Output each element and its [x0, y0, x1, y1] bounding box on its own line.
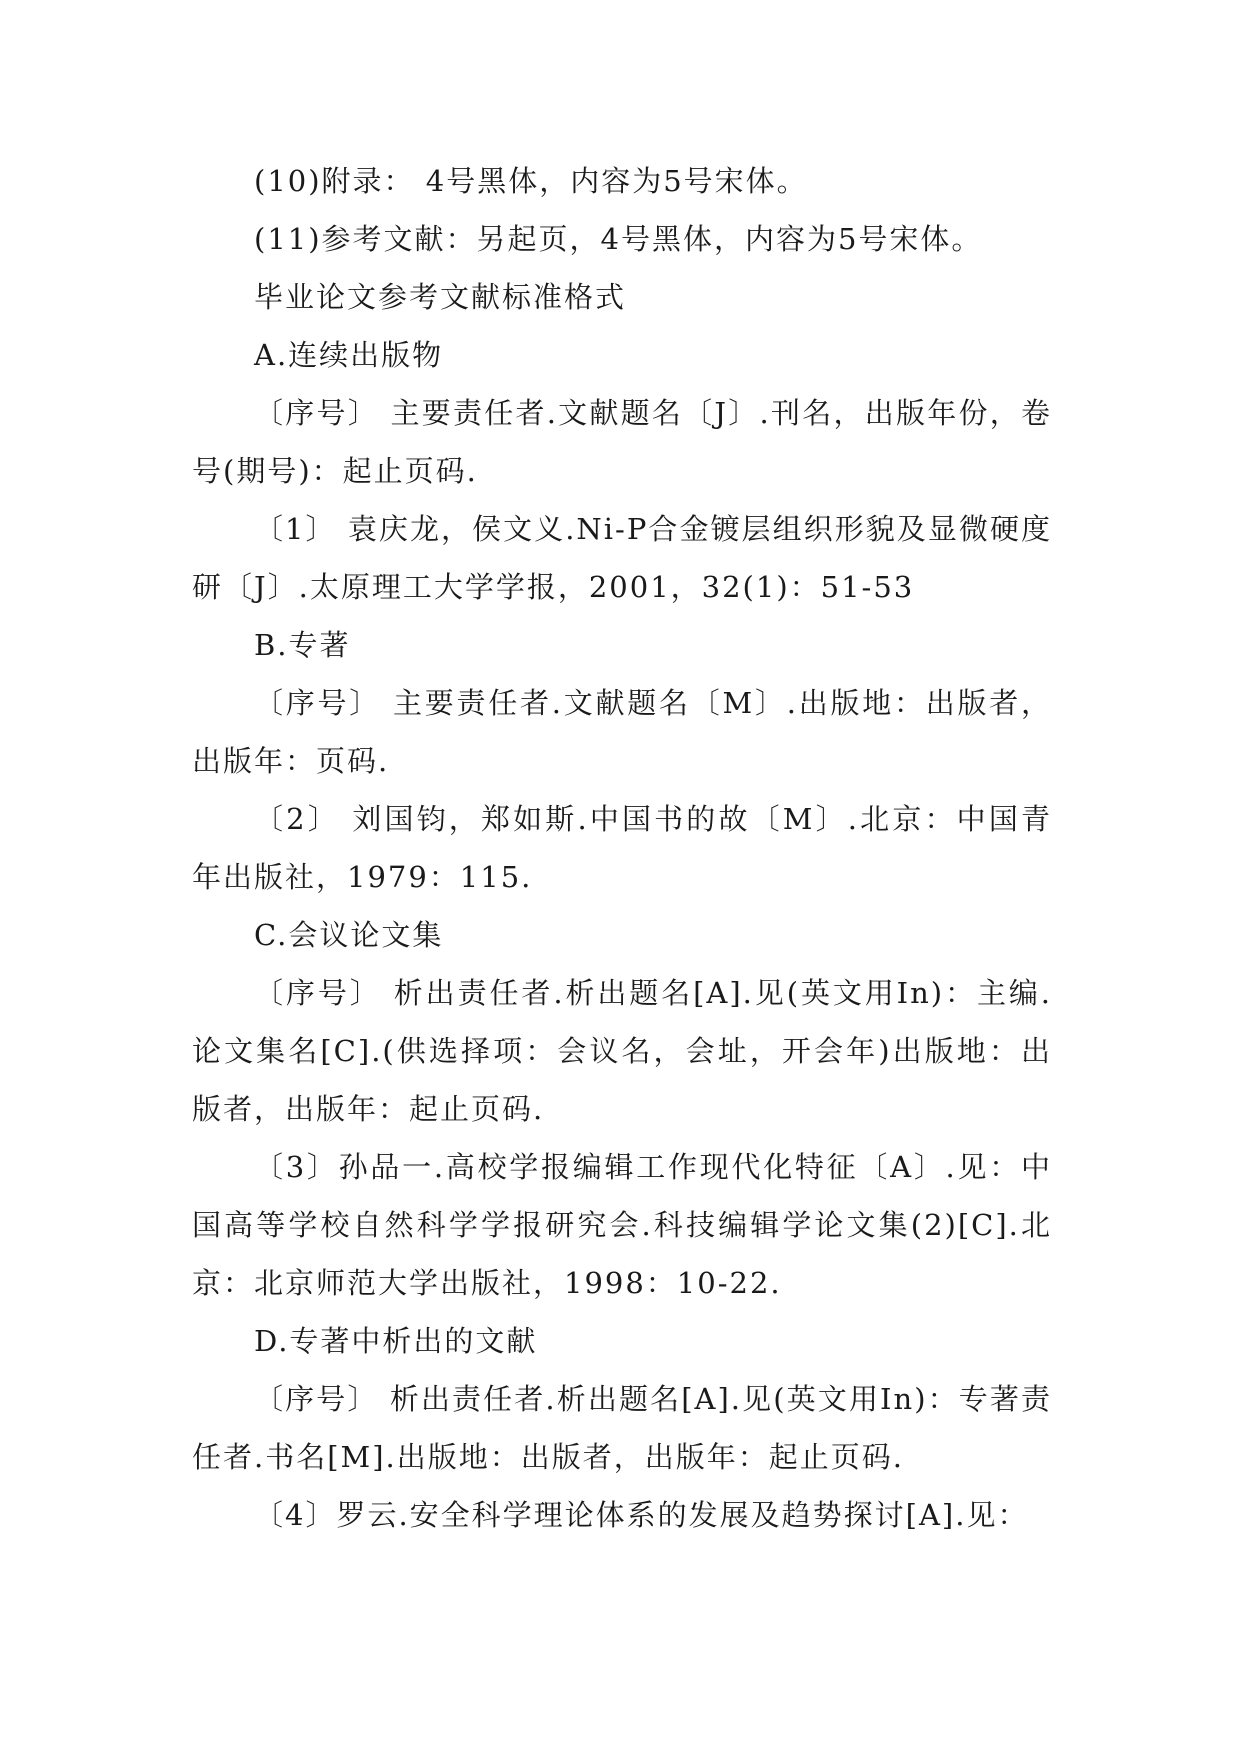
reference-example-4: 〔4〕罗云.安全科学理论体系的发展及趋势探讨[A].见：	[254, 1498, 1029, 1532]
reference-example-2: 〔2〕 刘国钧，郑如斯.中国书的故〔M〕.北京：中国青年出版社，1979：115.	[192, 802, 1052, 894]
reference-example-3: 〔3〕孙品一.高校学报编辑工作现代化特征〔A〕.见：中国高等学校自然科学学报研究会.科技编辑学论文集(2)[C].北京：北京师范大学出版社，1998：10-22.	[192, 1150, 1052, 1300]
format-template-c: 〔序号〕 析出责任者.析出题名[A].见(英文用In)：主编.论文集名[C].(供选择项：会议名，会址，开会年)出版地：出版者，出版年：起止页码.	[192, 976, 1052, 1126]
document-body	[192, 152, 1052, 1544]
subsection-heading-a: A.连续出版物	[254, 338, 444, 372]
section-heading: 毕业论文参考文献标准格式	[254, 280, 627, 314]
references-format-line: (11)参考文献：另起页，4号黑体，内容为5号宋体。	[254, 222, 983, 256]
subsection-heading-b: B.专著	[254, 628, 351, 662]
format-template-d: 〔序号〕 析出责任者.析出题名[A].见(英文用In)：专著责任者.书名[M].出版地：出版者，出版年：起止页码.	[192, 1382, 1052, 1474]
appendix-format-line: (10)附录： 4号黑体，内容为5号宋体。	[254, 164, 808, 198]
format-template-a: 〔序号〕 主要责任者.文献题名〔J〕.刊名，出版年份，卷号(期号)：起止页码.	[192, 396, 1052, 488]
reference-example-1: 〔1〕 袁庆龙，侯文义.Ni-P合金镀层组织形貌及显微硬度研〔J〕.太原理工大学学报，2001，32(1)：51-53	[192, 512, 1052, 604]
subsection-heading-d: D.专著中析出的文献	[254, 1324, 538, 1358]
subsection-heading-c: C.会议论文集	[254, 918, 444, 952]
format-template-b: 〔序号〕 主要责任者.文献题名〔M〕.出版地：出版者，出版年：页码.	[192, 686, 1052, 778]
